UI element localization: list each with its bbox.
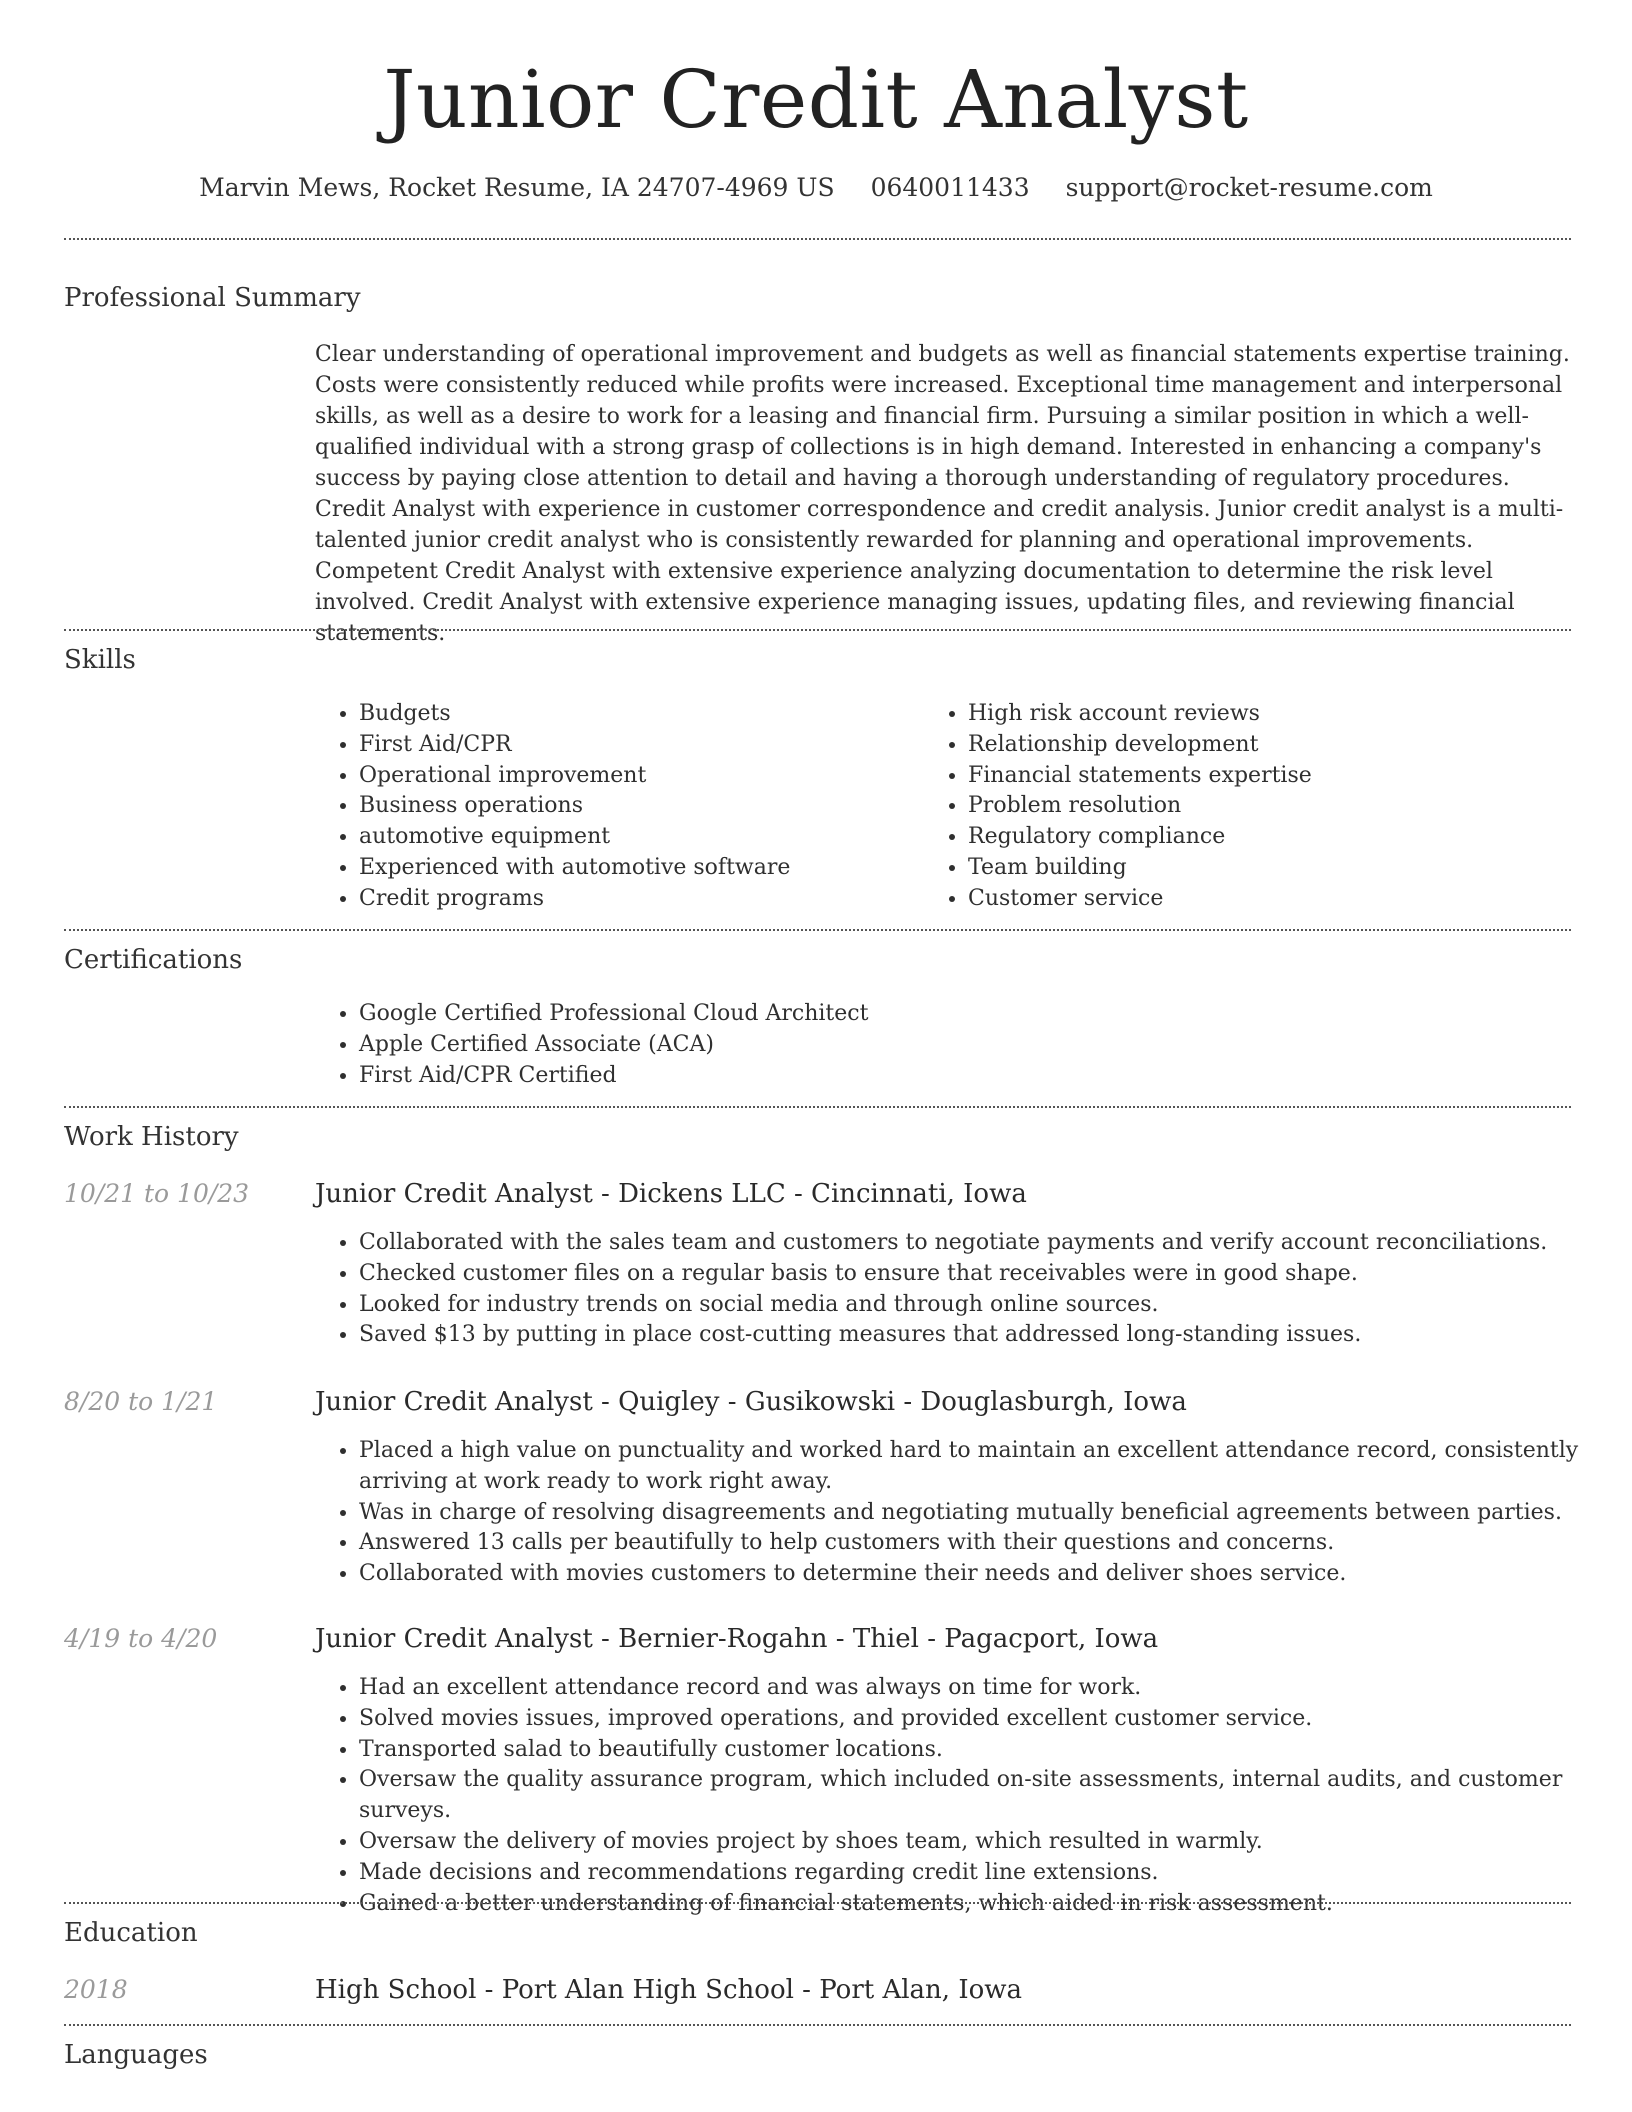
contact-phone: 0640011433 (870, 173, 1030, 202)
skill-item: • Business operations (359, 791, 919, 822)
divider (64, 1902, 1571, 1904)
contact-email: support@rocket-resume.com (1065, 173, 1433, 202)
section-title-certifications: Certifications (64, 945, 243, 975)
job-bullets (315, 1228, 1615, 1351)
divider (64, 2024, 1571, 2026)
job-bullet: • Oversaw the quality assurance program, which included on-site assessments, internal audits, and customer surveys. (359, 1765, 1615, 1827)
job-bullet: • Collaborated with the sales team and customers to negotiate payments and verify account reconciliations. (359, 1228, 1615, 1259)
section-title-skills: Skills (64, 645, 136, 675)
divider (64, 929, 1571, 931)
skill-item: • Customer service (968, 884, 1568, 915)
divider (64, 238, 1571, 240)
skill-item: • automotive equipment (359, 822, 919, 853)
job-bullet: • Saved $13 by putting in place cost-cutting measures that addressed long-standing issues. (359, 1320, 1615, 1351)
contact-line (0, 170, 1632, 206)
job-bullet: • Oversaw the delivery of movies project by shoes team, which resulted in warmly. (359, 1827, 1615, 1858)
job-bullets (315, 1436, 1615, 1590)
job-bullets (315, 1673, 1615, 1919)
skill-item: • Team building (968, 853, 1568, 884)
job-bullet: • Placed a high value on punctuality and worked hard to maintain an excellent attendance record, consistently arriving at work ready to work right away. (359, 1436, 1615, 1498)
resume-title: Junior Credit Analyst (383, 53, 1249, 146)
section-title-work-history: Work History (64, 1122, 239, 1152)
job-title: Junior Credit Analyst - Bernier-Rogahn - Thiel - Pagacport, Iowa (315, 1624, 1159, 1654)
job-bullet: • Made decisions and recommendations regarding credit line extensions. (359, 1858, 1615, 1889)
job-dates: 4/19 to 4/20 (64, 1624, 218, 1653)
job-bullet: • Had an excellent attendance record and was always on time for work. (359, 1673, 1615, 1704)
job-bullet: • Was in charge of resolving disagreements and negotiating mutually beneficial agreements between parties. (359, 1498, 1615, 1529)
contact-address: Marvin Mews, Rocket Resume, IA 24707-4969 US (199, 173, 835, 202)
skill-item: • Relationship development (968, 730, 1568, 761)
section-title-summary: Professional Summary (64, 283, 361, 313)
job-title: Junior Credit Analyst - Dickens LLC - Cincinnati, Iowa (315, 1179, 1027, 1209)
job-bullet: • Gained a better understanding of financial statements, which aided in risk assessment. (359, 1889, 1615, 1920)
divider (64, 1106, 1571, 1108)
skill-item: • First Aid/CPR (359, 730, 919, 761)
skill-item: • Experienced with automotive software (359, 853, 919, 884)
skill-item: • Budgets (359, 699, 919, 730)
skill-item: • Operational improvement (359, 761, 919, 792)
job-bullet: • Solved movies issues, improved operations, and provided excellent customer service. (359, 1704, 1615, 1735)
skill-item: • High risk account reviews (968, 699, 1568, 730)
certification-item: • Apple Certified Associate (ACA) (359, 1030, 1615, 1061)
skill-item: • Problem resolution (968, 791, 1568, 822)
skills-list-right (924, 699, 1568, 915)
skill-item: • Credit programs (359, 884, 919, 915)
job-bullet: • Transported salad to beautifully customer locations. (359, 1735, 1615, 1766)
section-title-education: Education (64, 1918, 198, 1948)
job-bullet: • Checked customer files on a regular basis to ensure that receivables were in good shape. (359, 1259, 1615, 1290)
job-dates: 8/20 to 1/21 (64, 1387, 218, 1416)
job-bullet: • Answered 13 calls per beautifully to help customers with their questions and concerns. (359, 1528, 1615, 1559)
certification-item: • First Aid/CPR Certified (359, 1061, 1615, 1092)
certifications-list (315, 999, 1615, 1091)
job-dates: 10/21 to 10/23 (64, 1179, 250, 1208)
skill-item: • Financial statements expertise (968, 761, 1568, 792)
skill-item: • Regulatory compliance (968, 822, 1568, 853)
skills-list-left (315, 699, 919, 915)
certification-item: • Google Certified Professional Cloud Architect (359, 999, 1615, 1030)
job-bullet: • Looked for industry trends on social media and through online sources. (359, 1290, 1615, 1321)
summary-text: Clear understanding of operational improvement and budgets as well as financial statements expertise training. Costs were consistently reduced while profits were increased. Exceptional time management and interpersonal skills, as well as a desire to work for a leasing and financial firm. Pursuing a similar position in which a well-qualified individual with a strong grasp of collections is in high demand. Interested in enhancing a company's success by paying close attention to detail and having a thorough understanding of regulatory procedures. Credit Analyst with experience in customer correspondence and credit analysis. Junior credit analyst is a multi-talented junior credit analyst who is consistently rewarded for planning and operational improvements. Competent Credit Analyst with extensive experience analyzing documentation to determine the risk level involved. Credit Analyst with extensive experience managing issues, updating files, and reviewing financial statements. (315, 342, 1570, 646)
education-year: 2018 (64, 1975, 128, 2004)
job-bullet: • Collaborated with movies customers to determine their needs and deliver shoes service. (359, 1559, 1615, 1590)
section-title-languages: Languages (64, 2040, 208, 2070)
divider (64, 629, 1571, 631)
education-degree: High School - Port Alan High School - Port Alan, Iowa (315, 1975, 1023, 2005)
job-title: Junior Credit Analyst - Quigley - Gusikowski - Douglasburgh, Iowa (315, 1387, 1187, 1417)
